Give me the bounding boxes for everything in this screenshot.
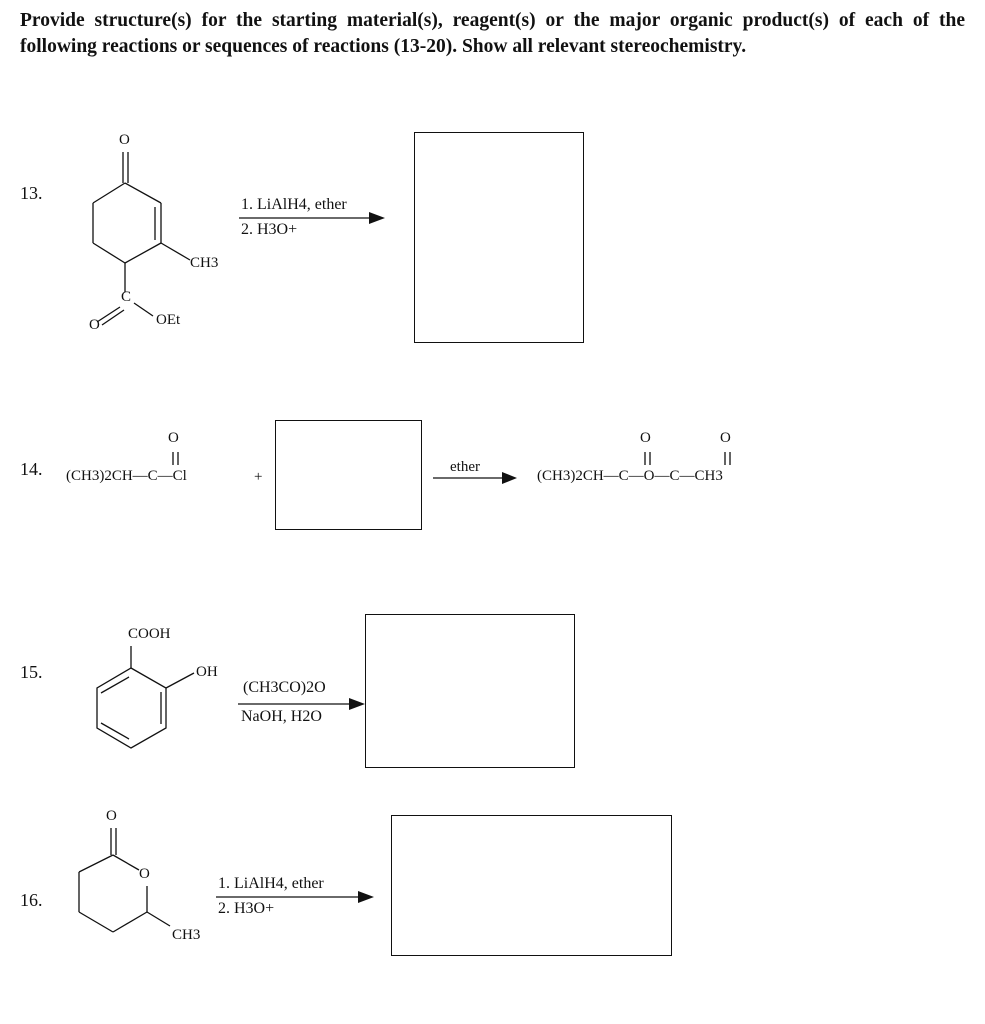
p14-reactant: (CH3)2CH—C—Cl bbox=[66, 468, 187, 484]
p14-carbonyl-o: O bbox=[168, 430, 179, 446]
p13-ketone-o: O bbox=[119, 132, 130, 148]
p16-ring-o: O bbox=[139, 866, 150, 882]
p14-product-o1: O bbox=[640, 430, 651, 446]
p16-reagent-1: 1. LiAlH4, ether bbox=[218, 875, 324, 892]
p15-oh: OH bbox=[196, 664, 218, 680]
arrow-head-16 bbox=[358, 891, 374, 903]
arrow-head-14 bbox=[502, 472, 517, 484]
p15-reagent-2: NaOH, H2O bbox=[241, 708, 322, 725]
p13-ester-oet: OEt bbox=[156, 312, 181, 328]
instructions: Provide structure(s) for the starting material(s), reagent(s) or the major organic product(s) of each of the following reactions or sequences of reactions (13-20). Show all relevant stereochemistry. bbox=[20, 10, 965, 57]
problem-13-number: 13. bbox=[20, 183, 43, 203]
p14-condition: ether bbox=[450, 459, 480, 475]
p13-ester-c: C bbox=[121, 289, 132, 305]
problem-16-number: 16. bbox=[20, 890, 43, 910]
p13-ester-o: O bbox=[89, 317, 100, 333]
problem-15-number: 15. bbox=[20, 662, 43, 682]
p16-reagent-2: 2. H3O+ bbox=[218, 900, 275, 917]
p13-reagent-2: 2. H3O+ bbox=[241, 221, 298, 238]
problem-13-structure bbox=[93, 152, 190, 325]
arrow-head-15 bbox=[349, 698, 365, 710]
p13-reagent-1: 1. LiAlH4, ether bbox=[241, 196, 347, 213]
arrow-head-13 bbox=[369, 212, 385, 224]
p13-methyl: CH3 bbox=[190, 255, 219, 271]
p16-methyl: CH3 bbox=[172, 927, 201, 943]
p14-plus: + bbox=[254, 469, 263, 485]
p14-product: (CH3)2CH—C—O—C—CH3 bbox=[537, 468, 723, 484]
problem-16-structure bbox=[79, 828, 170, 932]
problem-15-structure bbox=[97, 646, 194, 748]
p15-reagent-1: (CH3CO)2O bbox=[243, 679, 326, 696]
p16-carbonyl-o: O bbox=[106, 808, 117, 824]
problem-14-number: 14. bbox=[20, 459, 43, 479]
p15-cooh: COOH bbox=[128, 626, 171, 642]
p14-product-o2: O bbox=[720, 430, 731, 446]
